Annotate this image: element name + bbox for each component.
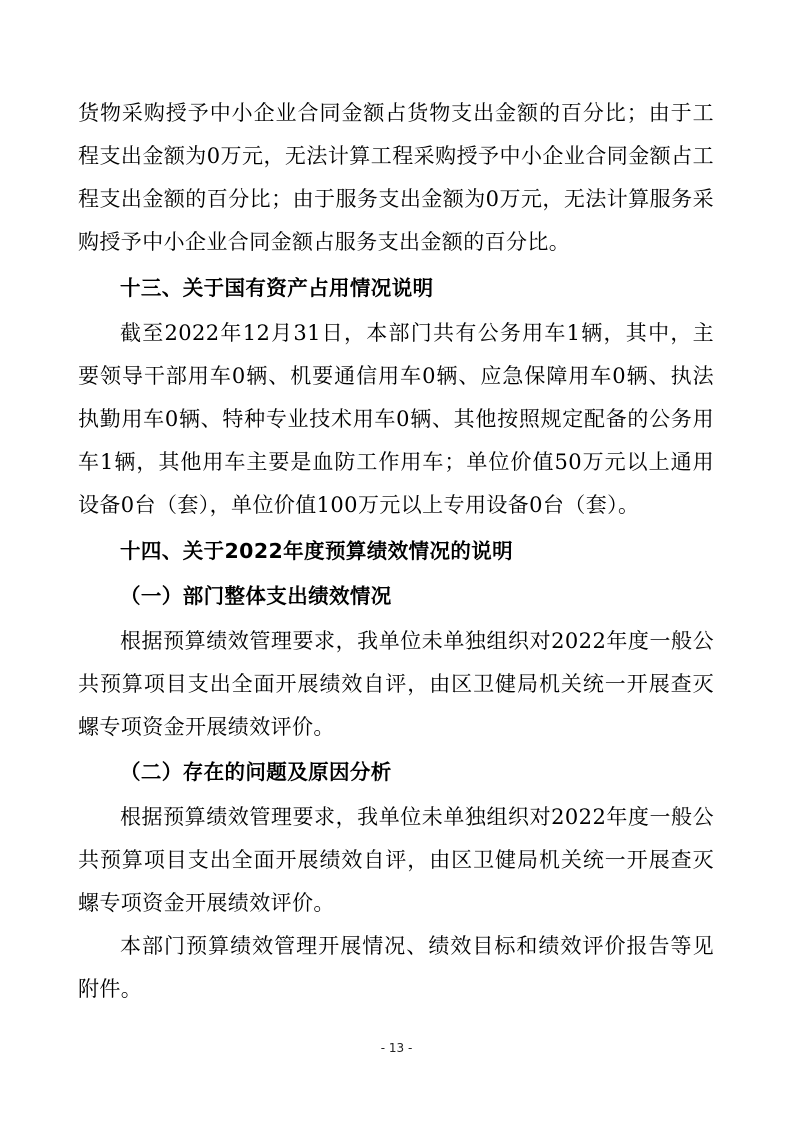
- document-body: [78, 92, 714, 1011]
- paragraph-overall-performance: 根据预算绩效管理要求，我单位未单独组织对2022年度一般公共预算项目支出全面开展绩效自评，由区卫健局机关统一开展查灭螺专项资金开展绩效评价。: [78, 629, 714, 739]
- subheading-problems-analysis: （二）存在的问题及原因分析: [120, 760, 392, 784]
- subheading-overall-performance: （一）部门整体支出绩效情况: [120, 584, 392, 608]
- paragraph-attachment-note: 本部门预算绩效管理开展情况、绩效目标和绩效评价报告等见附件。: [78, 934, 714, 1001]
- paragraph-procurement-ratio: 货物采购授予中小企业合同金额占货物支出金额的百分比；由于工程支出金额为0万元，无法计算工程采购授予中小企业合同金额占工程支出金额的百分比；由于服务支出金额为0万元，无法计算服务采购授予中小企业合同金额占服务支出金额的百分比。: [78, 101, 714, 254]
- paragraph-problems-analysis: 根据预算绩效管理要求，我单位未单独组织对2022年度一般公共预算项目支出全面开展绩效自评，由区卫健局机关统一开展查灭螺专项资金开展绩效评价。: [78, 805, 714, 915]
- section-heading-13: 十三、关于国有资产占用情况说明: [120, 276, 434, 300]
- paragraph-state-assets: 截至2022年12月31日，本部门共有公务用车1辆，其中，主要领导干部用车0辆、机要通信用车0辆、应急保障用车0辆、执法执勤用车0辆、特种专业技术用车0辆、其他按照规定配备的公务用车1辆，其他用车主要是血防工作用车；单位价值50万元以上通用设备0台（套），单位价值100万元以上专用设备0台（套）。: [78, 321, 714, 517]
- section-heading-14: 十四、关于2022年度预算绩效情况的说明: [120, 539, 514, 563]
- page-number: - 13 -: [380, 1041, 413, 1055]
